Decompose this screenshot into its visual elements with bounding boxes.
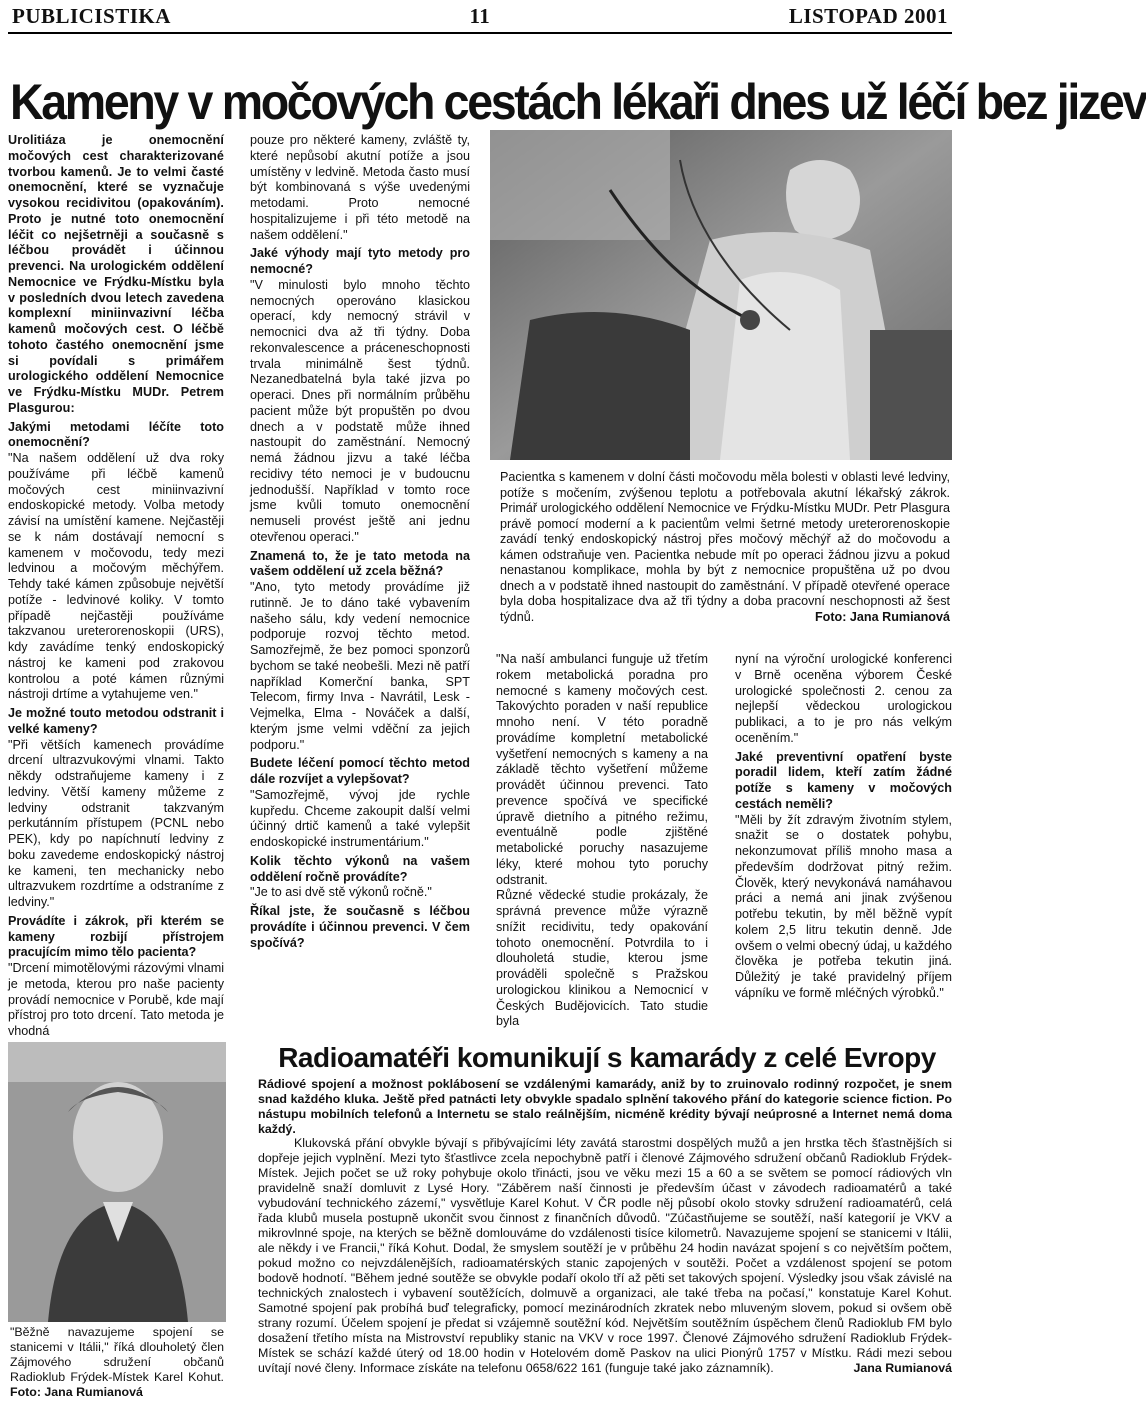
interview-question: Jaké výhody mají tyto metody pro nemocné? [250, 246, 470, 276]
article-headline: Kameny v močových cestách lékaři dnes už léčí bez jizev [10, 74, 1146, 130]
interview-question: Kolik těchto výkonů na vašem oddělení ročně provádíte? [250, 853, 470, 884]
article-column-2 [250, 133, 470, 1033]
article2-headline: Radioamatéři komunikují s kamarády z celé Evropy [278, 1042, 936, 1073]
interview-question: Je možné touto metodou odstranit i velké kameny? [8, 706, 224, 736]
portrait-photo-credit: Foto: Jana Rumianová [10, 1385, 143, 1399]
interview-question: Jaké preventivní opatření byste poradil lidem, kteří zatím žádné potíže s kameny v močových cestách neměli? [735, 749, 952, 811]
article2-body [258, 1136, 952, 1396]
interview-answer: "V minulosti bylo mnoho těchto nemocných operováno klasickou operací, kdy nemocný strávil v nemocnici dva až tři týdny. Doba rekonvalescence a práceneschopnosti trvala minimálně šest týdnů. Nezanedbatelná byla také jizva po operaci. Dnes při normálním průběhu pacient může být propuštěn po dvou dnech a v podstatě může ihned nastoupit do zaměstnání. Nemocný nemá žádnou jizvu a také léčba recidivy této nemoci je v budoucnu jednodušší. Například v tomto roce jsme kvůli tomuto onemocnění nemuseli provést ještě ani jednu otevřenou operaci." [250, 277, 470, 544]
interview-answer: Různé vědecké studie prokázaly, že správná prevence může výrazně snížit recidivitu, tedy opakování tohoto onemocnění. Potvrdila to i dlouholetá studie, kterou jsme prováděli společně s Pražskou urologickou klinikou a Nemocnicí v Českých Budějovicích. Tato studie byla [496, 888, 708, 1029]
interview-answer: "Měli by žít zdravým životním stylem, snažit se o dostatek pohybu, nekonzumovat příliš mnoho masa a především dodržovat pitný režim. Člověk, který nevykonává namáhavou práci a nemá ani jinak zvýšenou potřebu tekutin, by měl běžně vypít kolem 2,5 litru tekutin denně. Jde ovšem o velmi obecný údaj, u každého člověka je potřeba tekutin jiná. Důležitý je také pravidelný příjem vápníku ve formě mléčných výrobků." [735, 812, 953, 1000]
surgery-photo-caption [500, 470, 950, 642]
surgery-caption-text: Pacientka s kamenem v dolní části močovodu měla bolesti v oblasti levé ledviny, potíže s močením, zvýšenou teplotu a potřebovala akutní lékařský zákrok. Primář urologického oddělení Nemocnice ve Frýdku-Místku MUDr. Petr Plasgura právě pomocí moderní a k pacientům velmi šetrné metody ureterorenoskopie zavádí tenký endoskopický nástroj přes močový měchýř až do močovodu a kámen odstraňuje ven. Pacientka nebude mít po operaci žádnou jizvu a pokud nenastanou komplikace, mohla by být z nemocnice propuštěna už po dvou dnech a v podstatě ihned nastoupit do zaměstnání. V případě otevřené operace byla doba hospitalizace dva až tři týdny a doba pracovní neschopnosti až šest týdnů. [500, 470, 950, 624]
interview-answer: "Na našem oddělení už dva roky používáme při léčbě kamenů močových cest miniinvazivní endoskopické metody. Volba metody závisí na umístění kamene. Nejčastěji se k nám dostávají nemocní s kamenem v močovodu, tedy mezi ledvinou a močovým měchýřem. Tehdy také kámen způsobuje největší potíže - ledvinové koliky. V tomto případě nejčastěji používáme takzvanou ureterorenoskopii (URS), kdy zavádíme tenký endoskopický nástroj ke kameni pod zrakovou kontrolou a poté kámen různými nástroji drtíme a vytahujeme ven." [8, 451, 224, 702]
interview-answer: "Je to asi dvě stě výkonů ročně." [250, 885, 432, 900]
article2-body-text: Klukovská přání obvykle bývají s přibývajícími léty zavátá starostmi dospělých mužů a jen hrstka těch šťastnějších si dopřeje jejich vyplnění. Mezi tyto šťastlivce zcela nepochybně patří i členové Zájmového sdružení občanů Radioklub Frýdek-Místek. Jejich počet se už roky pohybuje okolo třinácti, jsou ve věku mezi 15 a 60 a se světem se pomocí rádiových vln pravidelně snaží domluvit z Lysé Hory. "Záběrem naší činnosti je především účast v závodech radioamatérů a také vybudování technického zázemí," vysvětluje Karel Kohut. V ČR podle něj působí okolo stovky sdružení radioamatérů, celá řada klubů musela postupně ukončit svou činnost z finančních důvodů. "Zúčastňujeme se soutěží, naší kategorií je VKV a mikrovlnné spoje, na kterých se běžně domlouváme do vzdálenosti tisíce kilometrů. Navazujeme spojení se stanicemi v Itálii, ale někdy i ve Francii," říká Kohut. Dodal, že smyslem soutěží je v průběhu 24 hodin navázat spojení s co největším počtem, pokud možno co nejvzdálenějších, radioamatérských stanic zapojených v soutěži. Počet a vzdálenost spojení se potom bodově hodnotí. "Během jedné soutěže se obvykle podaří okolo tří až pěti set takových spojení. Výsledky jsou však závislé na technických znalostech i vybavení soutěžících, dolmuvě a organizaci, ale také třeba na počasí," konstatuje Karel Kohut. Samotné spojení pak probíhá buď telegraficky, pomocí mezinárodních zkratek nebo mluveným slovem, pokud si ovšem obě strany rozumí. Účelem spojení je předat si vzájemně soutěžní kód. Největším soutěžním úspěchem členů Radioklub FM bylo dosažení třetího místa na Mistrovství republiky stanic na VKV v roce 1997. Členové Zájmového sdružení Radioklub Frýdek-Místek se schází každé úterý od 18.00 hodin v Hotelovém domě Paskov na ulici Pionýrů 1757 v Místku. Rádi mezi sebou uvítají nové členy. Informace získáte na telefonu 0658/622 161 (funguje také jako záznamník). [258, 1136, 952, 1375]
portrait-photo-image [8, 1042, 226, 1322]
interview-answer: "Při větších kamenech provádíme drcení ultrazvukovými vlnami. Takto někdy odstraňujeme kameny i z ledviny. Větší kameny můžeme z ledviny odstranit takzvaným perkutánním přístupem (PCNL nebo PEK), kdy po napíchnutí ledviny z boku zavedeme endoskopický nástroj ke kameni, ten mechanicky nebo ultrazvukem rozdrtíme a odstraníme z ledviny." [8, 737, 224, 909]
surgery-photo-image [490, 130, 952, 460]
portrait-photo-caption [10, 1325, 224, 1397]
interview-answer: "Samozřejmě, vývoj jde rychle kupředu. Chceme zakoupit další velmi účinný drtič kamenů a také vylepšit endoskopické instrumentárium." [250, 787, 470, 849]
issue-date: LISTOPAD 2001 [788, 3, 948, 28]
interview-answer: "Drcení mimotělovými rázovými vlnami je metoda, kterou pro naše pacienty provádí nemocnice v Porubě, kde mají přístroj pro toto drcení. Tato metoda je vhodná [8, 961, 224, 1038]
page-number: 11 [469, 3, 491, 28]
article2-signature: Jana Rumianová [853, 1361, 952, 1375]
interview-question: Budete léčení pomocí těchto metod dále rozvíjet a vylepšovat? [250, 756, 470, 786]
interview-answer: pouze pro některé kameny, zvláště ty, které nepůsobí akutní potíže a jsou umístěny v ledvině. Metoda často musí být kombinovaná s výše uvedenými metodami. Proto nemocné hospitalizujeme i při této metodě na našem oddělení." [250, 133, 470, 242]
article-column-3 [496, 652, 708, 1032]
interview-answer: "Na naší ambulanci funguje už třetím rokem metabolická poradna pro nemocné s kameny močových cest. Takovýchto poraden v naší republice mnoho není. V této poradně provádíme kompletní metabolické vyšetření nemocných s kameny a na základě těchto vyšetření můžeme provádět účinnou prevenci. Tato prevence spočívá ve specifické úpravě dietního a pitného režimu, eventuálně podle zjištěné metabolické poruchy nasazujeme léky, které mohou tyto poruchy odstranit. [496, 652, 708, 887]
interview-question: Jakými metodami léčíte toto onemocnění? [8, 419, 224, 450]
interview-question: Znamená to, že je tato metoda na vašem oddělení už zcela běžná? [250, 548, 470, 579]
surgery-photo-credit: Foto: Jana Rumianová [814, 609, 950, 624]
portrait-photo [8, 1042, 226, 1322]
article-lead: Urolitiáza je onemocnění močových cest charakterizované tvorbou kamenů. Je to velmi časté onemocnění, které se vyznačuje vysokou recidivitou (opakováním). Proto je nutné toto onemocnění léčit co nejšetrněji a současně s léčbou provádět i účinnou prevenci. Na urologickém oddělení Nemocnice ve Frýdku-Místku byla v posledních dvou letech zavedena komplexní miniinvazivní léčba kamenů močových cest. O léčbě tohoto častého onemocnění jsme si povídali s primářem urologického oddělení Nemocnice ve Frýdku-Místku MUDr. Petrem Plasgurou: [8, 133, 224, 415]
article2-lead: Rádiové spojení a možnost poklábosení se vzdálenými kamarády, aniž by to zruinovalo rodinný rozpočet, je snem snad každého kluka. Ještě před patnácti lety obvykle spadalo splnění takového přání do kategorie science fiction. Po nástupu mobilních telefonů a Internetu se stalo reálnějším, nicméně krédity bývají neúprosné a Internet nemá doma každý. [258, 1077, 952, 1136]
interview-question: Provádíte i zákrok, při kterém se kameny rozbijí přístrojem pracujícím mimo tělo pacienta? [8, 913, 224, 960]
page-header [8, 0, 952, 34]
surgery-photo [490, 130, 952, 460]
interview-answer: nyní na výroční urologické konferenci v Brně oceněna výborem České urologické společnosti 2. cenou za nejlepší vědeckou urologickou publikaci, a to je pro nás velkým oceněním." [735, 652, 952, 745]
interview-answer: "Ano, tyto metody provádíme již rutinně. Je to dáno také vybavením našeho sálu, kdy vedení nemocnice podporuje rozvoj těchto metod. Samozřejmě, že bez pomoci sponzorů bychom se také neobešli. Mezi ně patří například Komerční banka, SPT Telecom, firmy Inva - Navrátil, Lesk - Vejmelka, Elma - Nováček a další, kterým jsme velmi vděční za jejich podporu." [250, 580, 470, 752]
portrait-caption-text: "Běžně navazujeme spojení se stanicemi v Itálii," říká dlouholetý člen Zájmového sdružení občanů Radioklub Frýdek-Místek Karel Kohut. [10, 1325, 224, 1384]
interview-question: Říkal jste, že současně s léčbou provádíte i účinnou prevenci. V čem spočívá? [250, 904, 470, 950]
article-column-1 [8, 133, 224, 1038]
article-column-4 [735, 652, 952, 1032]
section-name: PUBLICISTIKA [12, 3, 171, 28]
